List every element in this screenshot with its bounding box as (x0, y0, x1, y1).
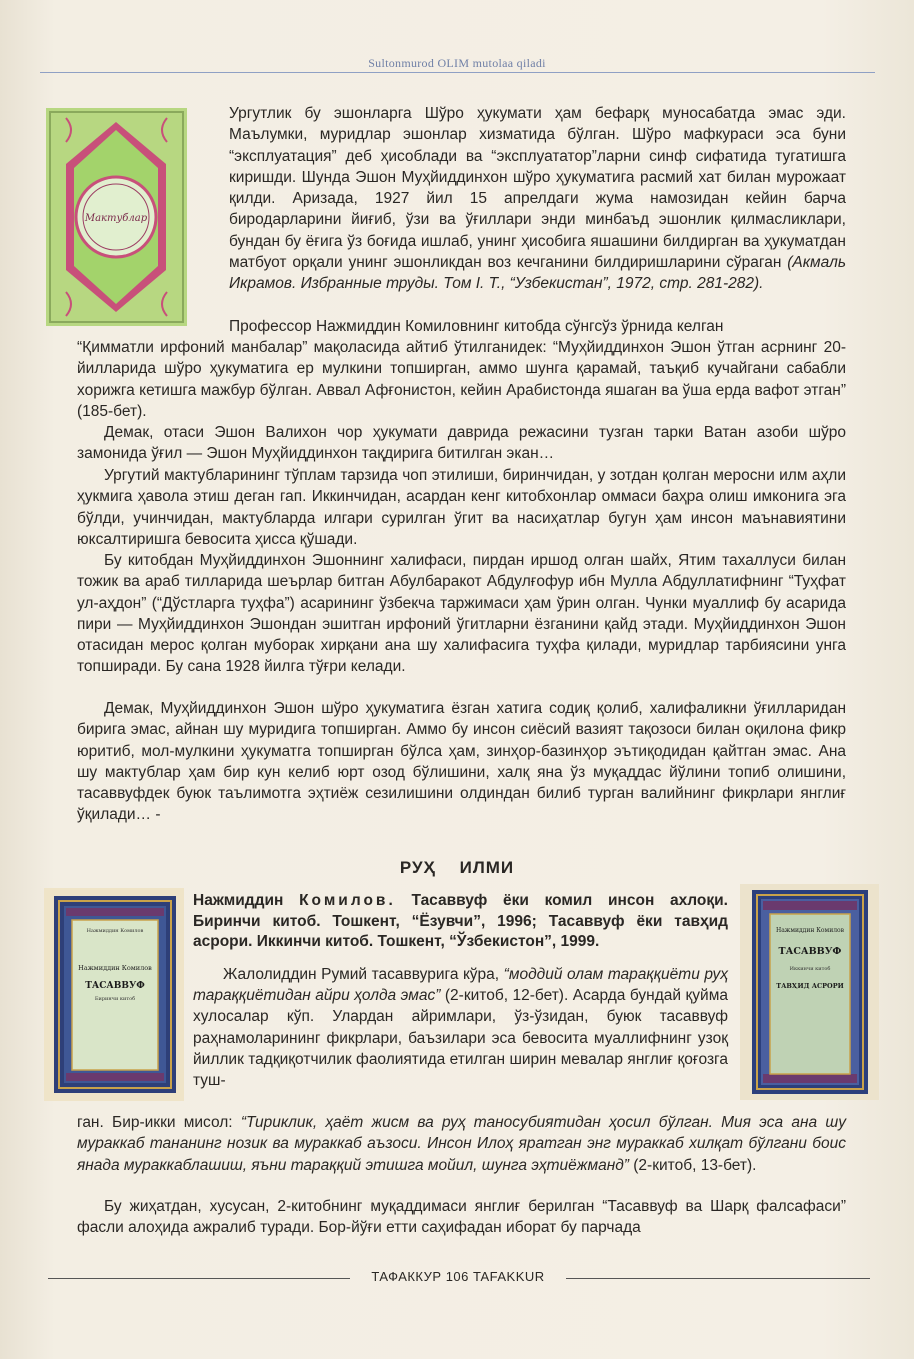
book-cover-tasavvuf-2 (740, 884, 879, 1100)
paragraph-7-text-a: Жалолиддин Румий тасаввурига кўра, (223, 966, 504, 983)
paragraph-6: Демак, Муҳйиддинхон Эшон шўро ҳукуматига ёзган хатига содиқ қолиб, халифаликни ўғилларидан бирига эмас, айнан шу муридига топширган. Аммо бу инсон сиёсий вазият тақозоси билан оқилона фикр юритиб, мол-мулкини ҳукуматга топширган бўлса ҳам, зинҳор-базинҳор эътиқодидан қайтган эмас. Ана шу мактублар ҳам бир кун келиб юрт озод бўлишини, халқ яна ўз муқаддас йўлини топиб олишини, тасаввуфдек буюк таълимотга эҳтиёж сезилишини олдиндан билиб турган валийнинг фикрлари янглиғ ўқилади… - (77, 700, 846, 824)
paragraph-7-cont (77, 1112, 846, 1176)
right-cover-book-no: Иккинчи китоб (789, 966, 831, 972)
paragraph-8: Бу жиҳатдан, хусусан, 2-китобнинг муқаддимаси янглиғ берилган “Тасаввуф ва Шарқ фалсафаси” фасли алоҳида ажралиб туради. Бор-йўғи етти саҳифадан иборат бу парчада (77, 1198, 846, 1237)
citation-ikramov: (Акмаль Икрамов. Избранные труды. Том I. Т., “Узбекистан”, 1972, стр. 281-282). (229, 254, 846, 293)
paragraph-7-cont-b: (2-китоб, 13-бет). (628, 1156, 757, 1174)
top-cover-title: Мактублар (84, 213, 148, 224)
paragraph-3: Демак, отаси Эшон Валихон чор ҳукумати даврида режасини тузган тарки Ватан азоби шўро замонида ўғил — Эшон Муҳйиддинхон тақдирига битилган экан… (77, 424, 846, 463)
footer-rule-right (566, 1278, 870, 1279)
bib-text: Тасаввуф ёки комил инсон ахлоқи. Биринчи китоб. Тошкент, “Ёзувчи”, 1996; Тасаввуф ёки тавҳид асрори. Иккинчи китоб. Тошкент, “Ўзбекистон”, 1999. (193, 892, 728, 950)
running-header: Sultonmurod OLIM mutolaa qiladi (368, 56, 546, 70)
paragraph-7 (193, 964, 728, 1091)
right-cover-title: ТАСАВВУФ (778, 946, 842, 957)
left-cover-small-text: Нажмиддин Комилов (86, 928, 144, 934)
left-cover-title: ТАСАВВУФ (85, 981, 145, 991)
paragraph-7-text-b: (2-китоб, 12-бет). Асарда бундай қуйма хулосалар кўп. Улардан айримлари, ўз-ўзидан, буюк тасаввуф раҳнамоларининг фикрлари, баъзилари эса бевосита муаллифнинг узоқ йиллик тадқиқотчилик фаолиятида етилган ширин мевалар янглиғ қоғозга туш- (193, 987, 728, 1090)
right-cover-author: Нажмиддин Комилов (775, 927, 845, 934)
paragraph-1 (229, 103, 846, 295)
header-rule (40, 72, 875, 73)
bib-author-last: Комилов. (299, 892, 396, 909)
paragraph-7-cont-a: ган. Бир-икки мисол: (77, 1114, 241, 1131)
bibliography-entry (193, 891, 728, 953)
section-title: РУҲ ИЛМИ (399, 858, 515, 877)
book-cover-maktublar (46, 108, 187, 326)
book-cover-tasavvuf-1 (44, 888, 184, 1101)
right-cover-subtitle: ТАВҲИД АСРОРИ (776, 982, 844, 990)
left-cover-author: Нажмиддин Комилов (78, 964, 152, 972)
left-cover-subtitle: Биринчи китоб (94, 996, 136, 1002)
footer-page-number: ТАФАККУР 106 TAFAKKUR (371, 1269, 545, 1284)
rumi-quote: “моддий олам тараққиёти руҳ тараққиётидан айри ҳолда эмас” (193, 966, 728, 1005)
paragraph-1-text: Ургутлик бу эшонларга Шўро ҳукумати ҳам бефарқ муносабатда эмас эди. Маълумки, муридлар эшонлар хизматида бўлган. Шўро мафкураси эса буни “эксплуатация” деб ҳисоблади ва “эксплуататор”ларни синф сифатида тугатишга киришди. Шунда Эшон Муҳйиддинхон шўро ҳукуматига расмий хат билан мурожаат қилди. Аризада, 1927 йил 15 апрелдаги жума намозидан кейин барча биродарларини йиғиб, ўзи ва ўғиллари энди минбаъд эшонлик қилмасликлари, бундан бу ёғига ўз боғида ишлаб, унинг ҳисобига яшашини билдирган ва ҳукуматдан матбуот орқали унинг эшонликдан воз кечганини билдиришларини сўраган (229, 105, 846, 272)
footer-rule-left (48, 1278, 350, 1279)
paragraph-2-cont: “Қимматли ирфоний манбалар” мақоласида айтиб ўтилганидек: “Муҳйиддинхон Эшон ўтган асрнинг 20-йилларида шўро ҳукуматига ер мулкини топширган, аммо шунга қарамай, таъқиб кучайгани сабабли хорижга кетишга мажбур бўлган. Аввал Афғонистон, кейин Арабистонда яшаган ва ўша ерда вафот этган” (185-бет). (77, 339, 846, 420)
paragraph-4: Ургутий мактубларининг тўплам тарзида чоп этилиши, биринчидан, у зотдан қолган меросни илм аҳли ҳукмига ҳавола этиш деган гап. Иккинчидан, асардан кенг китобхонлар оммаси баҳра олиш имконига эга бўлди, учинчидан, мактубларда илгари сурилган ўгит ва насиҳатлар бугун ҳам инсон маънавиятини юксалтиришга бевосита ҳисса қўшади. (77, 467, 846, 548)
paragraph-2-start: Профессор Нажмиддин Комиловнинг китобда сўнгсўз ўрнида келган (229, 318, 724, 335)
bib-author-first: Нажмиддин (193, 892, 284, 909)
paragraph-5: Бу китобдан Муҳйиддинхон Эшоннинг халифаси, пирдан иршод олган шайх, Ятим тахаллуси билан тожик ва араб тилларида шеърлар битган Абулбаракот Абдулғофур ибн Мулла Абдуллатифнинг “Туҳфат ул-аҳдон” (“Дўстларга туҳфа”) асарининг ўзбекча таржимаси ҳам ўрин олган. Чунки муаллиф бу асарида пири — Муҳйиддинхон Эшондан эшитган ирфоний ўгитларни ёзганини қайд этади. Муҳйиддинхон Эшон отасидан мерос қолган муборак хирқани ана шу халифасига туҳфа қилади, муридлар тарбиясини унга топширади. Бу сана 1928 йилга тўғри келади. (77, 552, 846, 676)
quote-tiriklik: “Тириклик, ҳаёт жисм ва руҳ таносубиятидан ҳосил бўлган. Мия эса ана шу мураккаб тананинг нозик ва мураккаб аъзоси. Инсон Илоҳ яратган энг мураккаб хилқат бўлгани боис янада мураккаблашиш, яъни тараққий этишга мойил, шунга эҳтиёжманд” (77, 1114, 846, 1174)
